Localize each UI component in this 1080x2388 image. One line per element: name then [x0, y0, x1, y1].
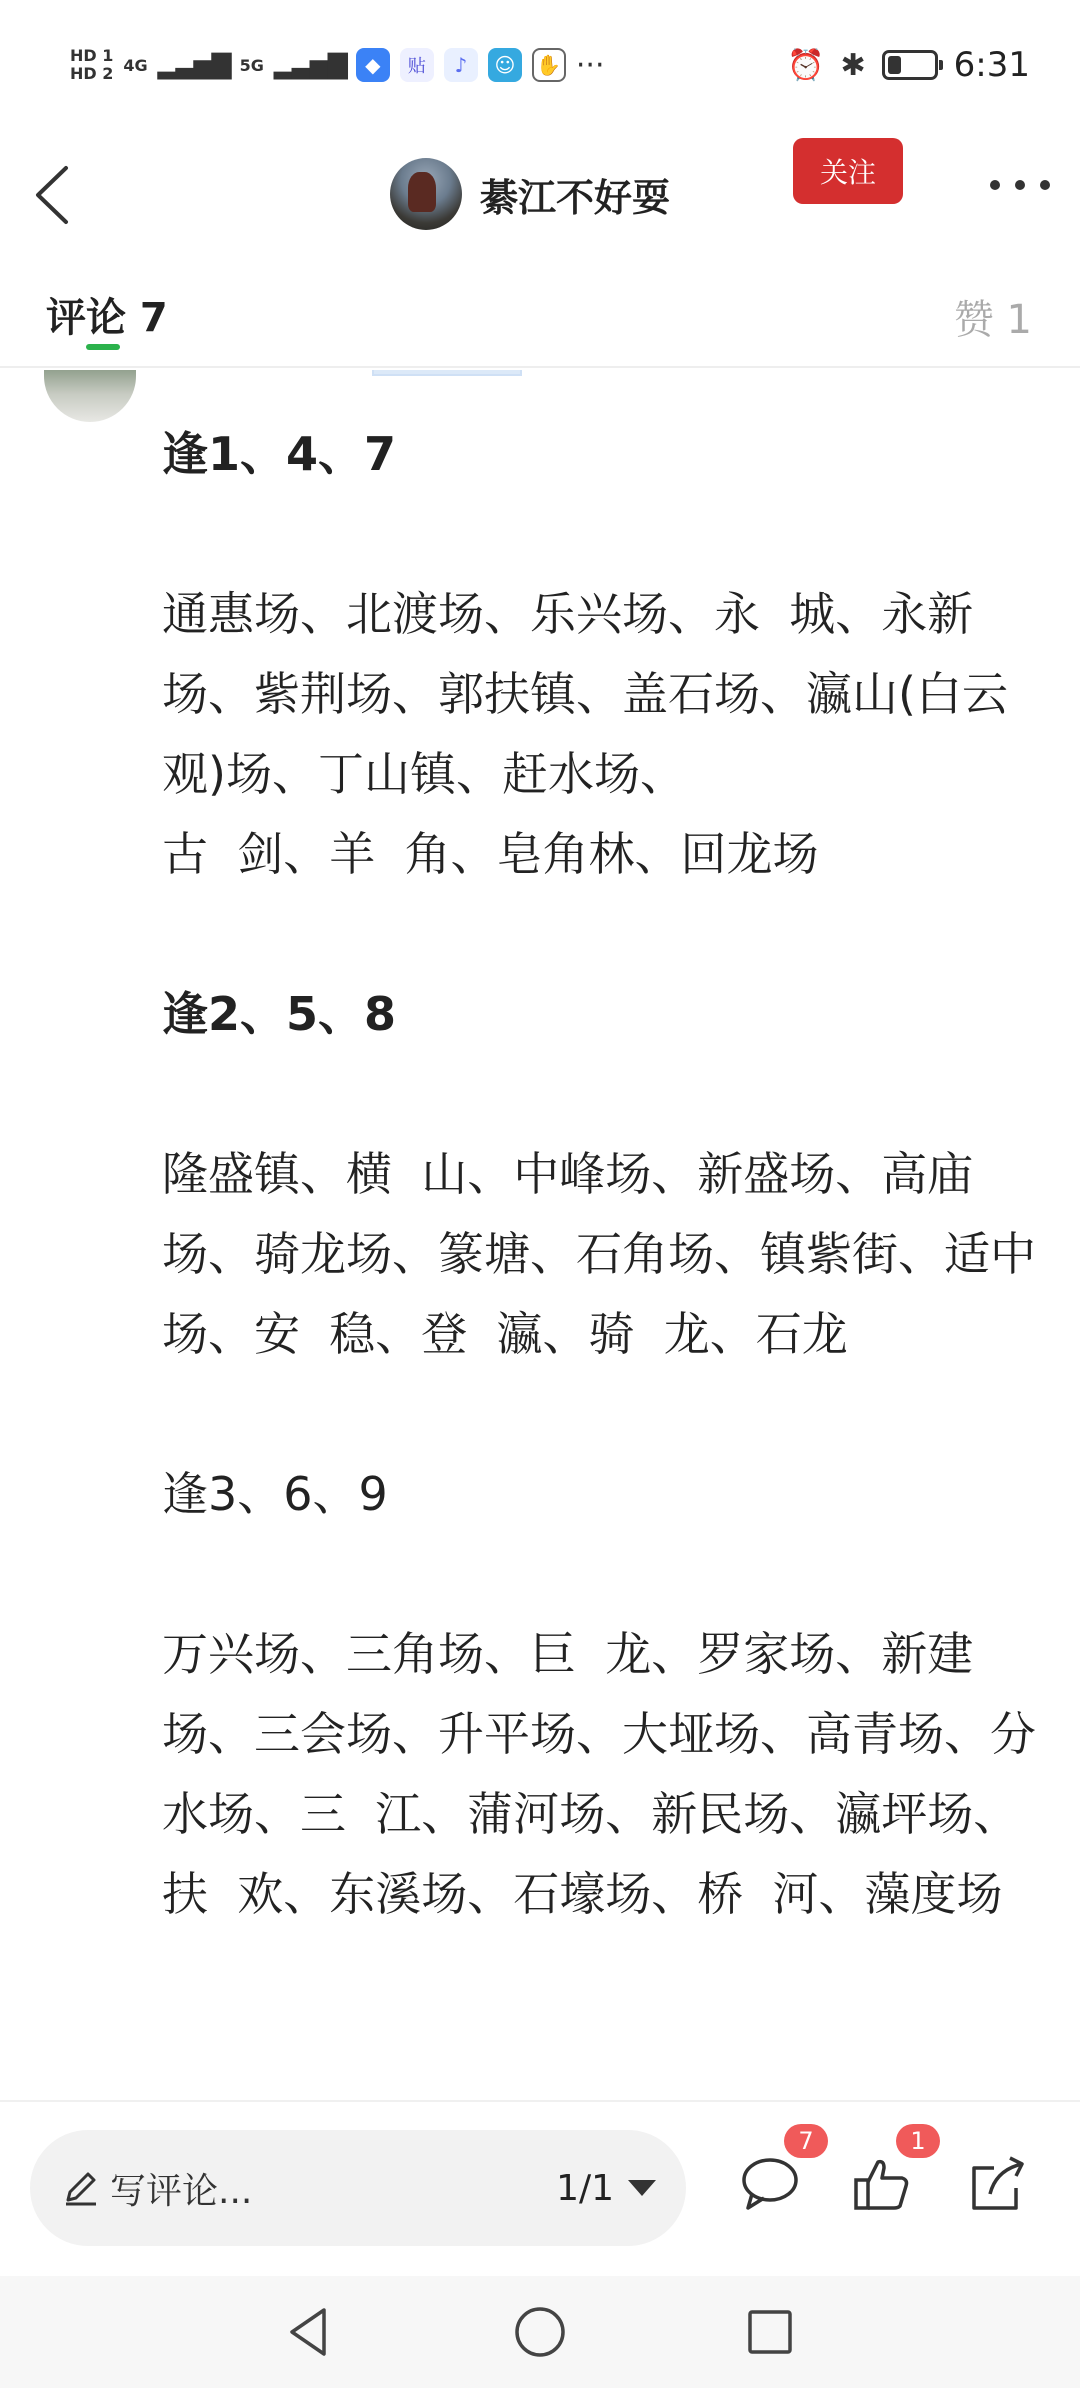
comments-button[interactable]: [738, 2127, 814, 2216]
paragraph-gap: [162, 894, 1042, 974]
paragraph-gap: [162, 1054, 1042, 1134]
circle-home-icon: [512, 2304, 568, 2360]
comment-paragraph: 逢1、4、7: [162, 427, 397, 481]
system-back-button[interactable]: [280, 2304, 336, 2360]
like-button[interactable]: [850, 2127, 926, 2216]
status-bar: [0, 0, 1080, 130]
page-indicator: 1/1: [556, 2167, 614, 2209]
app-notification-icon-2: 贴: [400, 48, 434, 82]
bluetooth-icon: ✱: [840, 47, 866, 83]
tab-likes[interactable]: 赞 1: [953, 297, 1032, 343]
author-info[interactable]: [390, 158, 670, 230]
signal-icon: ▂▃▅▇: [157, 50, 230, 80]
battery-fill: [888, 56, 901, 74]
tab-comments[interactable]: 评论 7: [46, 295, 168, 341]
comment-paragraph: 隆盛镇、横 山、中峰场、新盛场、高庙场、骑龙场、篆塘、石角场、镇紫街、适中场、安 稳、登 瀛、骑 龙、石龙: [162, 1147, 1036, 1361]
status-right: [787, 45, 1030, 85]
dot-icon: [1015, 180, 1025, 190]
triangle-back-icon: [280, 2304, 336, 2360]
author-name[interactable]: 綦江不好耍: [480, 175, 671, 220]
avatar[interactable]: [390, 158, 462, 230]
user-level-badge: [372, 370, 522, 376]
battery-icon: [882, 50, 938, 80]
commenter-avatar[interactable]: [44, 370, 136, 422]
status-left: [70, 47, 604, 83]
hd2-label: HD 2: [70, 64, 114, 83]
paragraph-gap: [162, 494, 1042, 574]
app-notification-icon-3: ☺: [488, 48, 522, 82]
system-nav-bar: [0, 2276, 1080, 2388]
caret-down-icon: [628, 2180, 656, 2196]
pencil-icon: [60, 2168, 100, 2208]
hd-indicator: [70, 47, 113, 83]
more-notifications: ···: [575, 47, 605, 83]
share-icon: [966, 2152, 1030, 2216]
tab-active-indicator: [86, 344, 120, 350]
header: [0, 130, 1080, 260]
app-notification-icon: ◆: [356, 48, 390, 82]
comment-paragraph: 逢2、5、8: [162, 987, 397, 1041]
music-icon: ♪: [444, 48, 478, 82]
page-selector[interactable]: [556, 2168, 656, 2209]
bottom-bar: [0, 2100, 1080, 2276]
share-button[interactable]: [966, 2152, 1030, 2216]
hand-icon: ✋: [532, 48, 566, 82]
net1-label: 4G: [123, 55, 148, 75]
back-button[interactable]: [26, 160, 86, 230]
like-count-badge: 1: [896, 2124, 940, 2158]
dot-icon: [990, 180, 1000, 190]
clock: 6:31: [953, 45, 1030, 85]
chevron-left-icon: [26, 160, 86, 230]
comment-list[interactable]: [0, 370, 1080, 2100]
comment-paragraph: 万兴场、三角场、巨 龙、罗家场、新建场、三会场、升平场、大垭场、高青场、分水场、三 江、蒲河场、新民场、瀛坪场、扶 欢、东溪场、石壕场、桥 河、藻度场: [162, 1627, 1036, 1921]
comment-placeholder: 写评论...: [110, 2170, 253, 2212]
follow-button[interactable]: 关注: [793, 138, 903, 204]
net2-label: 5G: [239, 55, 264, 75]
dot-icon: [1040, 180, 1050, 190]
comment-icon: [738, 2152, 802, 2216]
square-recents-icon: [742, 2304, 798, 2360]
comment-paragraph: 通惠场、北渡场、乐兴场、永 城、永新场、紫荆场、郭扶镇、盖石场、瀛山(白云观)场、丁山镇、赶水场、 古 剑、羊 角、皂角林、回龙场: [162, 587, 1008, 881]
comment-input[interactable]: [30, 2130, 686, 2246]
hd1-label: HD 1: [70, 46, 114, 65]
system-home-button[interactable]: [512, 2304, 568, 2360]
paragraph-gap: [162, 1534, 1042, 1614]
paragraph-gap: [162, 1374, 1042, 1454]
system-recents-button[interactable]: [742, 2304, 798, 2360]
thumbs-up-icon: [850, 2152, 914, 2216]
more-options-button[interactable]: [990, 160, 1050, 210]
signal-icon-2: ▂▃▅▇: [273, 50, 346, 80]
alarm-icon: ⏰: [787, 47, 825, 83]
comment-body: [162, 414, 1042, 1934]
comment-count-badge: 7: [784, 2124, 828, 2158]
comment-paragraph: 逢3、6、9: [162, 1467, 388, 1521]
tab-bar: [0, 260, 1080, 368]
